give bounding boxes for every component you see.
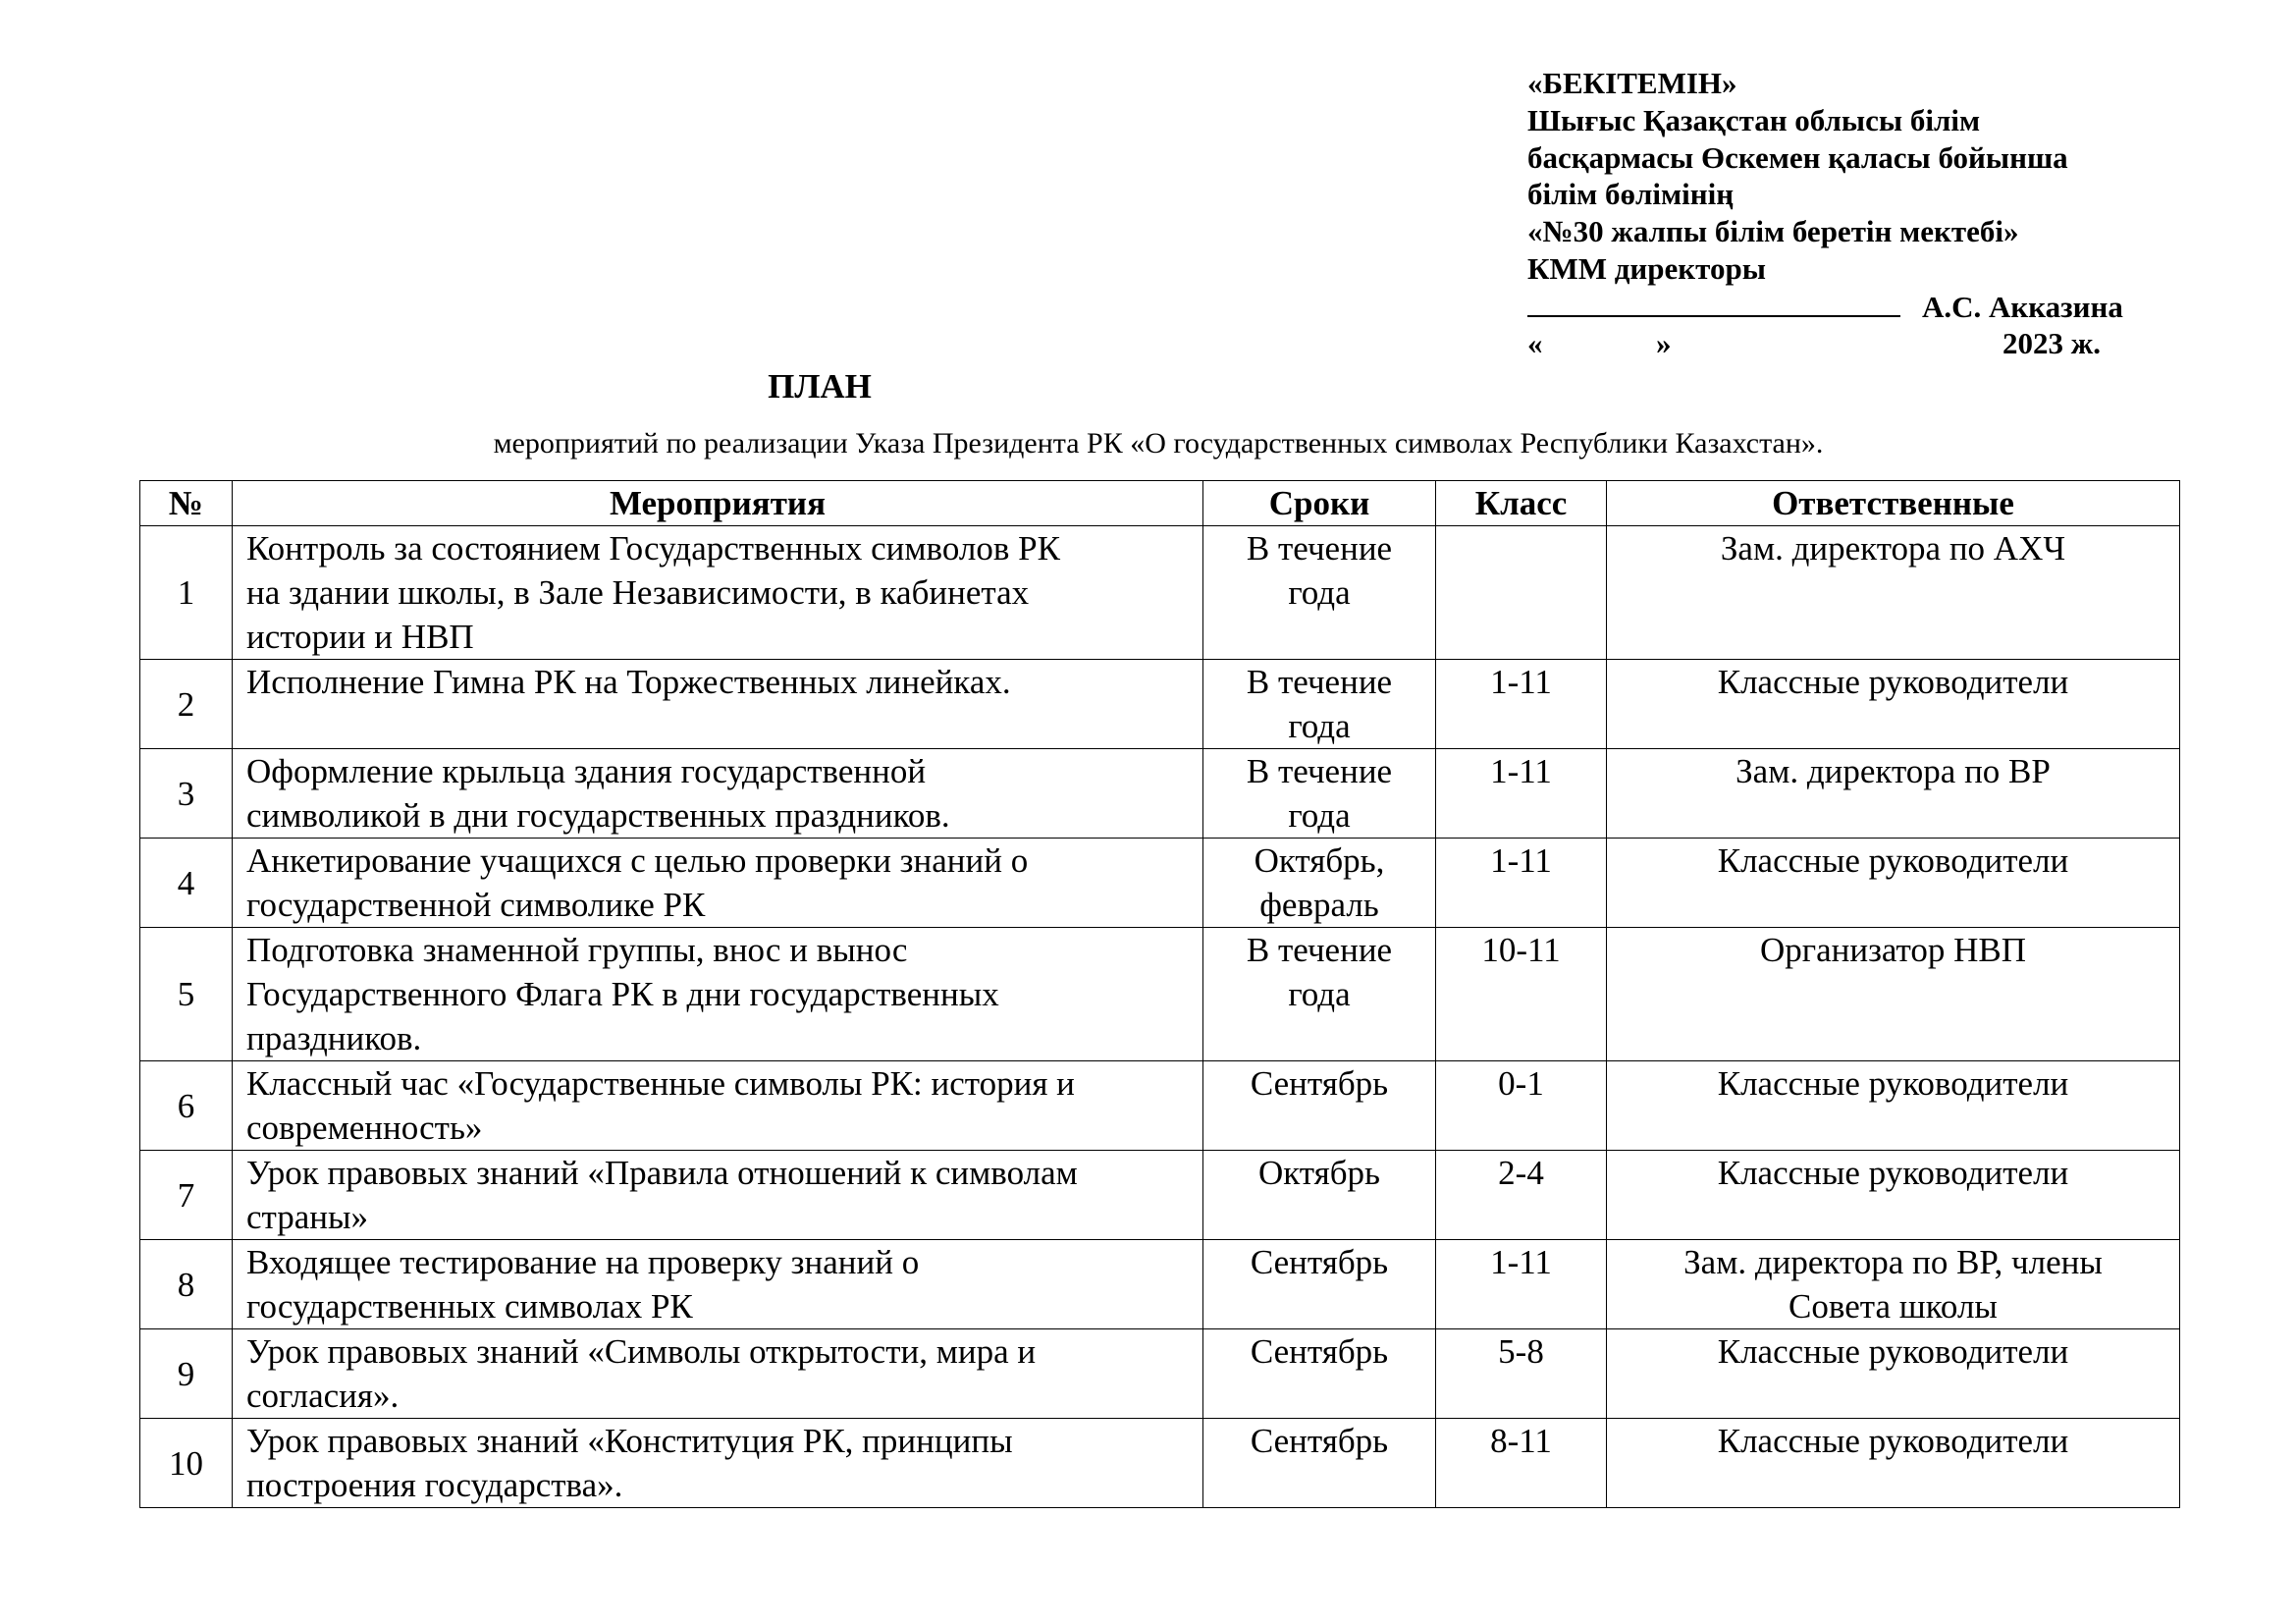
timing-cell-line: Сентябрь [1250,1422,1389,1460]
signer-name: А.С. Акказина [1922,289,2123,324]
timing-cell [1203,526,1436,660]
approval-line-3: білім бөлімінің [1527,177,1735,212]
event-cell-line: Исполнение Гимна РК на Торжественных линейках. [246,663,1011,701]
event-cell-line: построения государства». [246,1466,623,1504]
table-row [140,928,2180,1061]
row-number: 6 [140,1061,233,1151]
responsible-cell [1607,749,2180,839]
grade-cell: 10-11 [1436,928,1607,1061]
responsible-cell [1607,660,2180,749]
approval-line-1: Шығыс Қазақстан облысы білім [1527,102,1981,137]
event-cell-line: Классный час «Государственные символы РК: история и [246,1064,1075,1103]
grade-cell [1436,526,1607,660]
responsible-cell-line: Организатор НВП [1759,931,2027,969]
event-cell [233,526,1203,660]
responsible-cell [1607,1329,2180,1419]
table-row [140,1151,2180,1240]
timing-cell-line: Октябрь [1257,1154,1381,1192]
signature-row [1527,288,2156,325]
row-number: 9 [140,1329,233,1419]
grade-cell: 1-11 [1436,1240,1607,1329]
timing-cell-line: Сентябрь [1250,1064,1389,1103]
event-cell-line: современность» [246,1109,483,1147]
grade-cell: 1-11 [1436,660,1607,749]
event-cell-line: государственной символике РК [246,886,706,924]
grade-cell: 1-11 [1436,839,1607,928]
event-cell [233,749,1203,839]
approval-line-2: басқармасы Өскемен қаласы бойынша [1527,139,2068,175]
approval-title: «БЕКІТЕМІН» [1527,66,1737,100]
timing-cell-line: года [1288,573,1351,612]
date-open-quote: « [1527,325,1543,360]
approval-line-5: КММ директоры [1527,250,1766,286]
event-cell-line: Оформление крыльца здания государственной [246,752,927,790]
event-cell-line: на здании школы, в Зале Независимости, в кабинетах [246,573,1030,612]
event-cell-line: Урок правовых знаний «Правила отношений к символам [246,1154,1078,1192]
responsible-cell [1607,526,2180,660]
table-row [140,660,2180,749]
timing-cell [1203,1061,1436,1151]
event-cell-line: страны» [246,1198,369,1236]
responsible-cell-line: Классные руководители [1717,841,2069,880]
event-cell-line: Урок правовых знаний «Символы открытости, мира и [246,1332,1037,1371]
event-cell-line: праздников. [246,1019,422,1057]
responsible-cell [1607,1151,2180,1240]
timing-cell [1203,928,1436,1061]
responsible-cell-line: Классные руководители [1717,1332,2069,1371]
timing-cell-line: В течение [1246,931,1393,969]
table-row [140,1240,2180,1329]
header-timing: Сроки [1203,481,1436,526]
signature-line [1527,288,1900,317]
timing-cell-line: Сентябрь [1250,1243,1389,1281]
event-cell [233,1151,1203,1240]
responsible-cell-line: Совета школы [1789,1287,1998,1326]
event-cell-line: символикой в дни государственных праздников. [246,796,950,835]
timing-cell-line: В течение [1246,529,1393,568]
grade-cell: 5-8 [1436,1329,1607,1419]
responsible-cell [1607,1061,2180,1151]
row-number: 4 [140,839,233,928]
header-grade: Класс [1436,481,1607,526]
event-cell [233,1061,1203,1151]
grade-cell: 8-11 [1436,1419,1607,1508]
date-year: 2023 ж. [2002,325,2101,360]
responsible-cell-line: Классные руководители [1717,1064,2069,1103]
table-body [140,526,2180,1508]
table-row [140,1329,2180,1419]
event-cell-line: Входящее тестирование на проверку знаний о [246,1243,920,1281]
timing-cell-line: В течение [1246,663,1393,701]
event-cell [233,660,1203,749]
table-row [140,1419,2180,1508]
event-cell-line: Контроль за состоянием Государственных символов РК [246,529,1060,568]
responsible-cell [1607,1240,2180,1329]
timing-cell-line: Октябрь, [1254,841,1385,880]
event-cell [233,928,1203,1061]
event-cell [233,839,1203,928]
row-number: 1 [140,526,233,660]
table-header-row [140,481,2180,526]
grade-cell: 1-11 [1436,749,1607,839]
event-cell [233,1329,1203,1419]
row-number: 3 [140,749,233,839]
row-number: 10 [140,1419,233,1508]
header-event: Мероприятия [233,481,1203,526]
event-cell [233,1240,1203,1329]
event-cell-line: Анкетирование учащихся с целью проверки знаний о [246,841,1029,880]
events-table [139,480,2180,1508]
timing-cell [1203,660,1436,749]
table-row [140,839,2180,928]
timing-cell-line: февраль [1259,886,1379,924]
plan-title: ПЛАН [768,367,872,406]
row-number: 8 [140,1240,233,1329]
timing-cell [1203,1419,1436,1508]
table-row [140,1061,2180,1151]
responsible-cell [1607,1419,2180,1508]
event-cell-line: истории и НВП [246,618,474,656]
row-number: 5 [140,928,233,1061]
plan-subtitle: мероприятий по реализации Указа Президента РК «О государственных символах Республики Казахстан». [493,427,1824,460]
event-cell-line: государственных символах РК [246,1287,693,1326]
responsible-cell [1607,928,2180,1061]
event-cell [233,1419,1203,1508]
header-num: № [140,481,233,526]
timing-cell-line: Сентябрь [1250,1332,1389,1371]
event-cell-line: Государственного Флага РК в дни государственных [246,975,999,1013]
approval-date-row [1527,325,2156,362]
row-number: 2 [140,660,233,749]
header-responsible: Ответственные [1607,481,2180,526]
timing-cell-line: года [1288,975,1351,1013]
timing-cell [1203,1240,1436,1329]
responsible-cell [1607,839,2180,928]
table-row [140,749,2180,839]
responsible-cell-line: Классные руководители [1717,1422,2069,1460]
timing-cell-line: года [1288,707,1351,745]
grade-cell: 0-1 [1436,1061,1607,1151]
responsible-cell-line: Зам. директора по АХЧ [1720,529,2066,568]
date-close-quote: » [1656,325,1672,360]
timing-cell-line: года [1288,796,1351,835]
responsible-cell-line: Зам. директора по ВР [1735,752,2051,790]
timing-cell-line: В течение [1246,752,1393,790]
responsible-cell-line: Классные руководители [1717,1154,2069,1192]
event-cell-line: Урок правовых знаний «Конституция РК, принципы [246,1422,1013,1460]
timing-cell [1203,1151,1436,1240]
timing-cell [1203,749,1436,839]
timing-cell [1203,1329,1436,1419]
row-number: 7 [140,1151,233,1240]
approval-line-4: «№30 жалпы білім беретін мектебі» [1527,214,2019,249]
event-cell-line: Подготовка знаменной группы, внос и вынос [246,931,908,969]
grade-cell: 2-4 [1436,1151,1607,1240]
approval-stamp-block [1527,65,2156,361]
table-row [140,526,2180,660]
timing-cell [1203,839,1436,928]
responsible-cell-line: Классные руководители [1717,663,2069,701]
event-cell-line: согласия». [246,1377,400,1415]
responsible-cell-line: Зам. директора по ВР, члены [1683,1243,2103,1281]
